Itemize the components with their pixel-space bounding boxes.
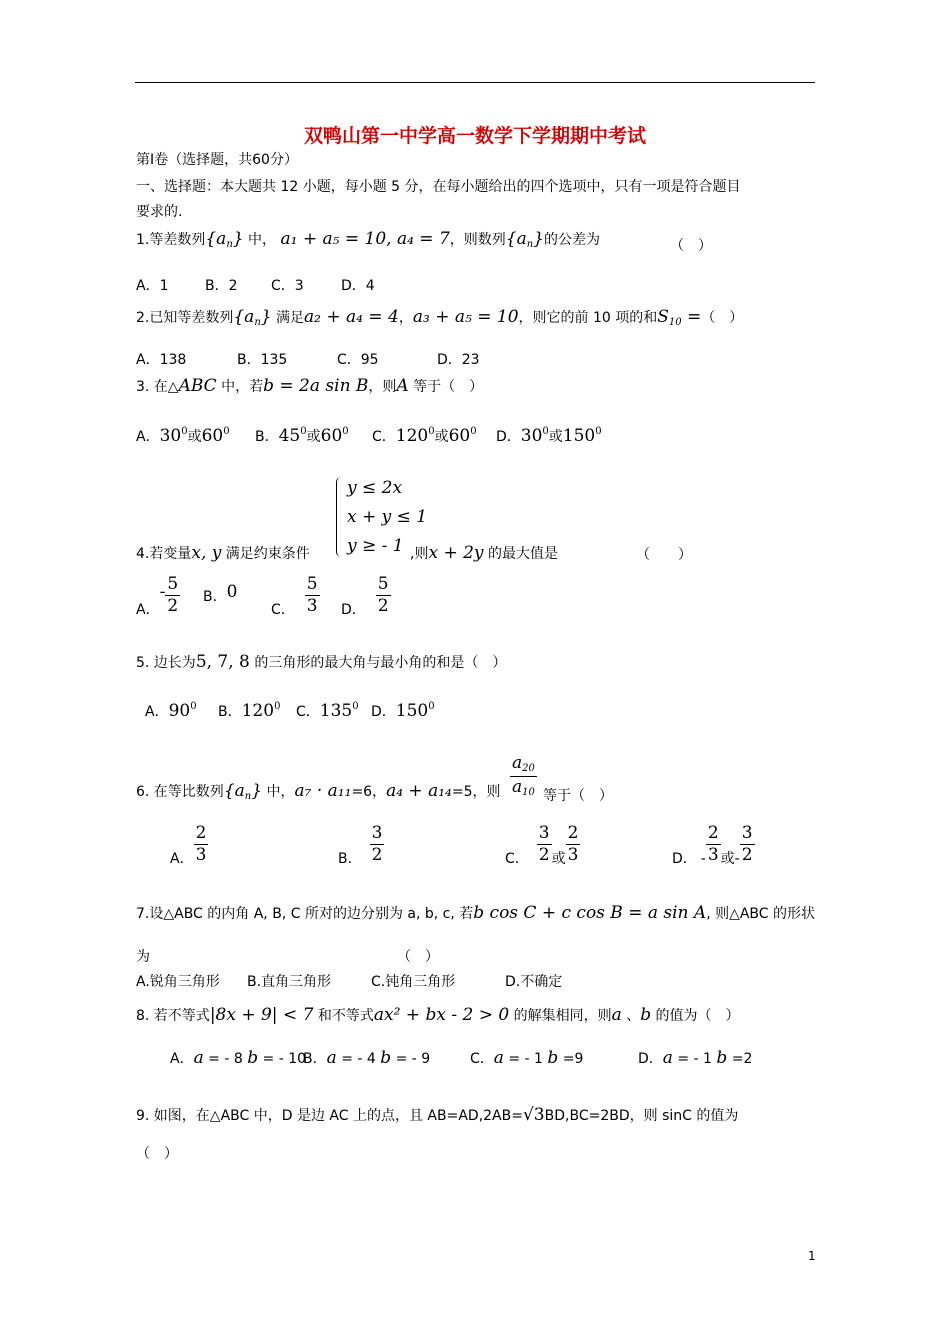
q7-option-b: B.直角三角形 [247,974,332,990]
q2-option-c: C．95 [337,352,379,368]
q2-option-b: B．135 [237,352,288,368]
q2-option-a: A．138 [136,352,187,368]
q8-option-b: B．a = - 4 b = - 9 [303,1048,431,1068]
page-number: 1 [808,1249,816,1263]
q6-ratio-fraction: $\frac{a_{20}}{a_{10}}$ [512,753,535,798]
constraint-3: y ≥ - 1 [347,536,404,556]
q2-option-d: D．23 [437,352,480,368]
question-7-cont: 为 [136,949,150,965]
q7-option-c: C.钝角三角形 [371,974,456,990]
q8-option-d: D．a = - 1 b =2 [638,1048,753,1068]
q6-option-a: A． $\frac{2}{3}$ [170,823,207,867]
q7-answer-paren: （ ） [397,949,439,965]
q7-option-a: A.锐角三角形 [136,974,220,990]
question-3: 3. 在△ABC 中，若b = 2a sin B，则A 等于（ ） [136,376,484,396]
constraint-2: x + y ≤ 1 [347,507,428,527]
q5-option-d: D．$150^0$ [371,701,435,721]
question-6: 6. 在等比数列$\{a_n\}$ 中，a₇ · a₁₁=6，a₄ + a₁₄=5，则 [136,781,501,802]
instructions-line-1: 一、选择题：本大题共 12 小题，每小题 5 分，在每小题给出的四个选项中，只有一项是符合题目 [136,179,741,195]
header-rule [135,82,815,83]
q3-option-c: C．$120^0$或$60^0$ [372,426,477,446]
q6-option-c: C． $\frac{3}{2}$ 或 $\frac{2}{3}$ [505,823,579,867]
q1-answer-paren: （ ） [670,238,712,254]
q1-option-c: C．3 [271,278,304,294]
q1-option-d: D．4 [341,278,375,294]
q5-option-b: B．$120^0$ [218,701,281,721]
q8-option-c: C．a = - 1 b =9 [470,1048,584,1068]
part-heading: 第Ⅰ卷（选择题，共60分） [136,152,298,168]
instructions-line-2: 要求的. [136,204,183,220]
q3-option-d: D．$30^0$或$150^0$ [496,426,602,446]
q6-option-d: D． - $\frac{2}{3}$ 或- $\frac{3}{2}$ [672,823,753,867]
q8-option-a: A．a = - 8 b = - 10 [170,1048,307,1068]
q5-option-a: A．$90^0$ [145,701,197,721]
q1-condition: a₁ + a₅ = 10, a₄ = 7 [280,229,450,249]
constraint-1: y ≤ 2x [347,478,403,498]
question-4: 4.若变量x, y 满足约束条件 [136,543,310,563]
q3-option-a: A．$30^0$或$60^0$ [136,426,230,446]
question-7: 7.设△ABC 的内角 A, B, C 所对的边分别为 a, b, c, 若b cos C + c cos B = a sin A, 则△ABC 的形状 [136,903,816,923]
question-9: 9. 如图，在△ABC 中，D 是边 AC 上的点，且 AB=AD,2AB=√3BD,BC=2BD，则 sinC 的值为 [136,1105,739,1125]
q6-option-b: B． $\frac{3}{2}$ [338,823,383,867]
sequence-notation: $\{a_n\}$ [205,229,244,250]
q4-option-c: C． $\frac{5}{3}$ [271,574,318,618]
q5-option-c: C．$135^0$ [296,701,359,721]
exam-title: 双鸭山第一中学高一数学下学期期中考试 [303,125,646,147]
question-2: 2.已知等差数列$\{a_n\}$ 满足a₂ + a₄ = 4，a₃ + a₅ = 10，则它的前 10 项的和$S_{10}$ =（ ） [136,307,744,328]
q3-option-b: B．$45^0$或$60^0$ [255,426,349,446]
question-4-cont: ,则x + 2y 的最大值是 [410,543,558,563]
constraint-brace [336,477,344,557]
sqrt-3: √3 [522,1105,545,1125]
question-1: 1.等差数列$\{a_n\}$ 中， a₁ + a₅ = 10, a₄ = 7，则数列$\{a_n\}$的公差为 [136,229,600,250]
q1-option-b: B．2 [205,278,238,294]
q4-option-a: A．- $\frac{5}{2}$ [136,574,179,618]
q4-answer-paren: （ ） [636,547,692,563]
q7-option-d: D.不确定 [505,974,563,990]
question-5: 5. 边长为5, 7, 8 的三角形的最大角与最小角的和是（ ） [136,652,507,672]
q4-option-d: D． $\frac{5}{2}$ [341,574,389,618]
q4-option-b: B．0 [203,582,238,605]
question-8: 8. 若不等式|8x + 9| < 7 和不等式ax² + bx - 2 > 0 的解集相同，则a 、b 的值为（ ） [136,1005,740,1025]
q1-option-a: A．1 [136,278,169,294]
q6-tail: 等于（ ） [543,788,613,804]
q9-answer-paren: （ ） [136,1146,178,1162]
